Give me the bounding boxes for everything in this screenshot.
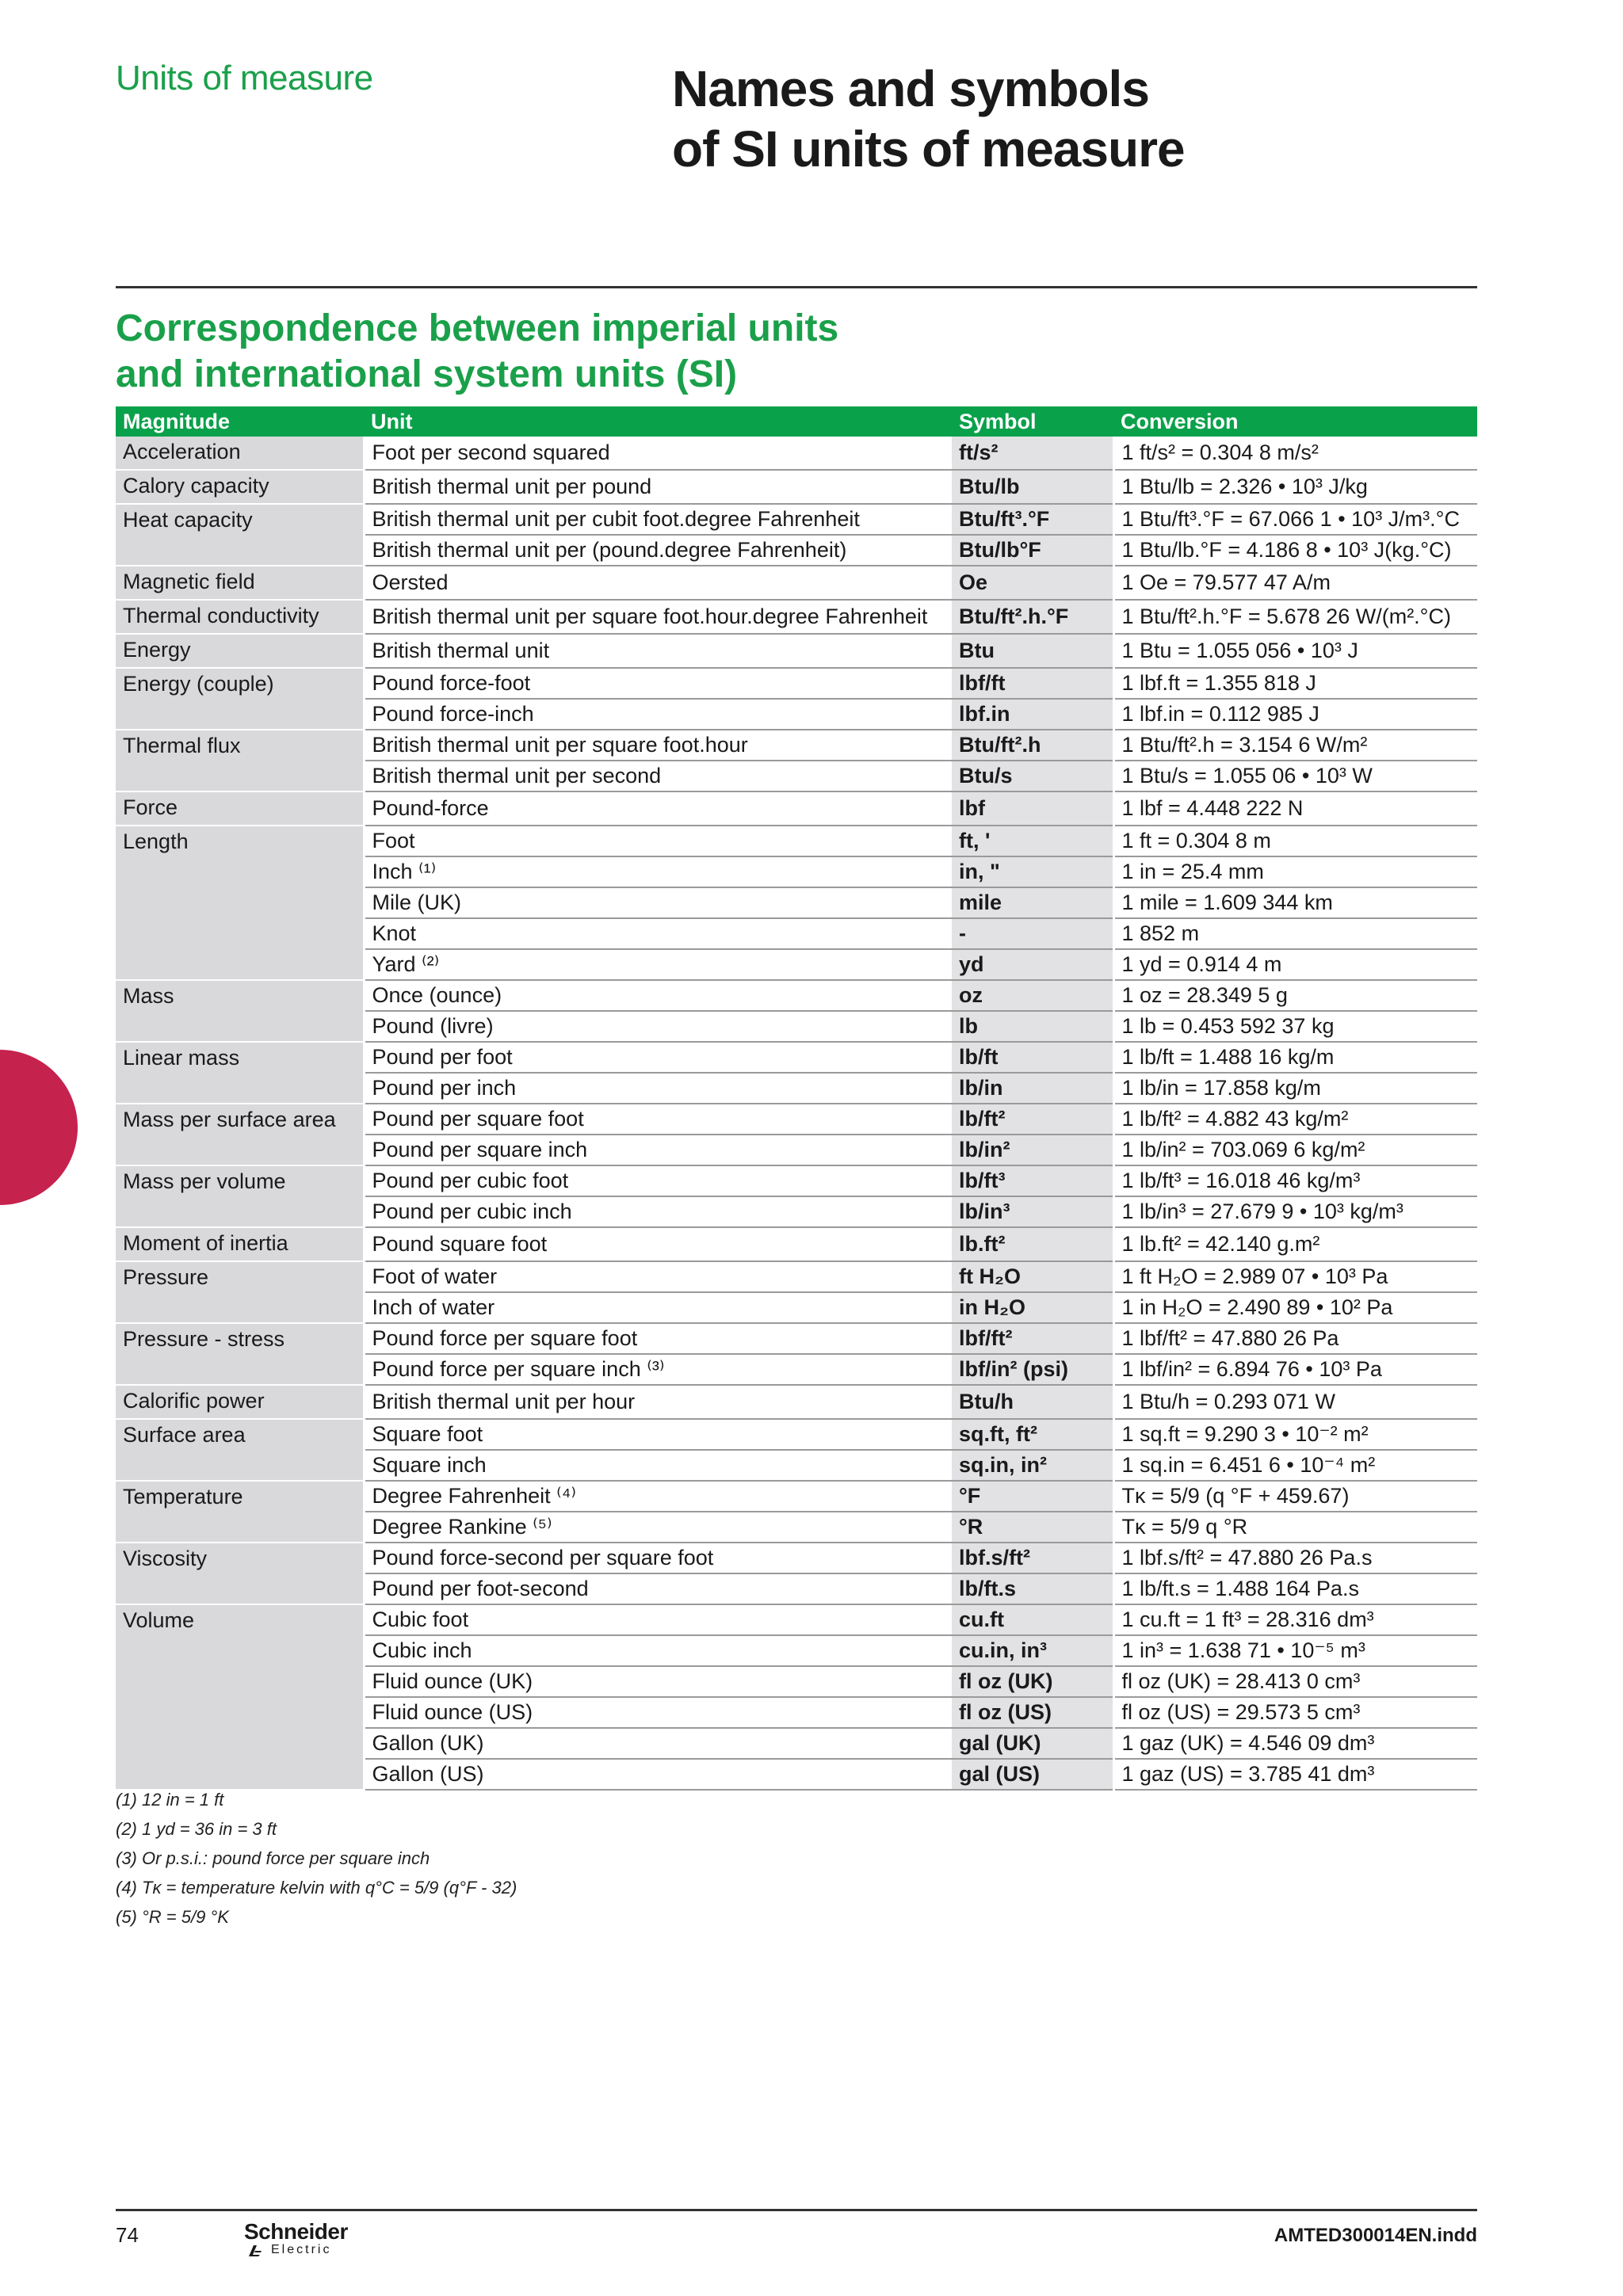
cell-magnitude: Pressure [116,1261,364,1323]
cell-conversion: 1 Btu/ft³.°F = 67.066 1 • 10³ J/m³.°C [1113,504,1477,535]
cell-conversion: 1 lb.ft² = 42.140 g.m² [1113,1227,1477,1261]
cell-conversion: 1 gaz (UK) = 4.546 09 dm³ [1113,1728,1477,1759]
cell-unit: Cubic foot [364,1604,952,1635]
table-row [116,634,1477,668]
cell-conversion: 1 sq.ft = 9.290 3 • 10⁻² m² [1113,1419,1477,1450]
cell-conversion: 1 in = 25.4 mm [1113,856,1477,887]
cell-symbol: lb [952,1011,1113,1042]
table-row [116,980,1477,1011]
cell-conversion: 1 Btu/lb.°F = 4.186 8 • 10³ J(kg.°C) [1113,535,1477,566]
cell-symbol: lb/ft [952,1042,1113,1073]
section-label: Units of measure [116,59,373,97]
cell-symbol: in, " [952,856,1113,887]
cell-symbol: lb.ft² [952,1227,1113,1261]
logo-mark-icon [246,2244,265,2258]
cell-unit: Pound force-foot [364,668,952,699]
table-row [116,1481,1477,1512]
cell-magnitude: Moment of inertia [116,1227,364,1261]
cell-symbol: lb/ft³ [952,1165,1113,1196]
cell-conversion: fl oz (UK) = 28.413 0 cm³ [1113,1666,1477,1697]
table-row [116,730,1477,761]
cell-unit: British thermal unit per (pound.degree Fahrenheit) [364,535,952,566]
cell-conversion: 1 lb/in³ = 27.679 9 • 10³ kg/m³ [1113,1196,1477,1227]
cell-symbol: lb/in [952,1073,1113,1104]
cell-symbol: lb/in³ [952,1196,1113,1227]
cell-symbol: Btu/lb [952,470,1113,504]
table-row [116,1165,1477,1196]
table-row [116,1543,1477,1573]
cell-conversion: 1 in³ = 1.638 71 • 10⁻⁵ m³ [1113,1635,1477,1666]
cell-unit: British thermal unit per hour [364,1385,952,1419]
header-symbol: Symbol [952,406,1113,437]
cell-conversion: 1 Btu/s = 1.055 06 • 10³ W [1113,761,1477,791]
cell-conversion: 1 lbf.in = 0.112 985 J [1113,699,1477,730]
cell-conversion: 1 ft = 0.304 8 m [1113,826,1477,856]
cell-symbol: fl oz (UK) [952,1666,1113,1697]
cell-conversion: 1 lb = 0.453 592 37 kg [1113,1011,1477,1042]
cell-unit: Fluid ounce (US) [364,1697,952,1728]
page-title-line-1: Names and symbols [672,60,1149,117]
table-row [116,566,1477,600]
cell-unit: British thermal unit per cubit foot.degree Fahrenheit [364,504,952,535]
page-title [672,59,1185,179]
cell-symbol: lbf/in² (psi) [952,1354,1113,1385]
page-number: 74 [116,2223,139,2247]
cell-magnitude: Mass per volume [116,1165,364,1227]
cell-unit: British thermal unit per second [364,761,952,791]
cell-symbol: Oe [952,566,1113,600]
header-conversion: Conversion [1113,406,1477,437]
top-divider [116,286,1477,288]
cell-magnitude: Thermal flux [116,730,364,791]
cell-conversion: 1 Oe = 79.577 47 A/m [1113,566,1477,600]
cell-symbol: lbf.in [952,699,1113,730]
cell-magnitude: Mass [116,980,364,1042]
cell-symbol: Btu/ft².h.°F [952,600,1113,634]
cell-conversion: fl oz (US) = 29.573 5 cm³ [1113,1697,1477,1728]
cell-symbol: Btu/lb°F [952,535,1113,566]
table-row [116,504,1477,535]
cell-symbol: lb/ft² [952,1104,1113,1135]
cell-conversion: 1 lbf/in² = 6.894 76 • 10³ Pa [1113,1354,1477,1385]
cell-magnitude: Heat capacity [116,504,364,566]
table-body [116,437,1477,1790]
table-row [116,1104,1477,1135]
cell-unit: British thermal unit per square foot.hour [364,730,952,761]
cell-symbol: Btu [952,634,1113,668]
cell-magnitude: Force [116,791,364,826]
cell-unit: Pound per inch [364,1073,952,1104]
header-magnitude: Magnitude [116,406,364,437]
cell-unit: Foot per second squared [364,437,952,470]
cell-symbol: gal (UK) [952,1728,1113,1759]
cell-conversion: 1 lbf.ft = 1.355 818 J [1113,668,1477,699]
footnote: (5) °R = 5/9 °K [116,1907,229,1927]
table-row [116,1042,1477,1073]
cell-conversion: 1 852 m [1113,918,1477,949]
cell-magnitude: Viscosity [116,1543,364,1604]
logo-wordmark: Schneider [244,2219,348,2244]
cell-symbol: Btu/ft².h [952,730,1113,761]
cell-unit: Foot [364,826,952,856]
cell-conversion: 1 Btu/h = 0.293 071 W [1113,1385,1477,1419]
cell-magnitude: Thermal conductivity [116,600,364,634]
cell-unit: Pound force-second per square foot [364,1543,952,1573]
footnote: (2) 1 yd = 36 in = 3 ft [116,1819,277,1839]
cell-magnitude: Energy [116,634,364,668]
cell-symbol: Btu/ft³.°F [952,504,1113,535]
cell-symbol: gal (US) [952,1759,1113,1790]
table-row [116,791,1477,826]
table-row [116,1323,1477,1354]
cell-magnitude: Surface area [116,1419,364,1481]
cell-magnitude: Magnetic field [116,566,364,600]
table-row [116,1227,1477,1261]
schneider-electric-logo [244,2220,363,2260]
cell-unit: Pound per cubic inch [364,1196,952,1227]
cell-unit: British thermal unit per pound [364,470,952,504]
cell-conversion: 1 lbf.s/ft² = 47.880 26 Pa.s [1113,1543,1477,1573]
cell-symbol: sq.ft, ft² [952,1419,1113,1450]
cell-conversion: 1 lb/ft = 1.488 16 kg/m [1113,1042,1477,1073]
bottom-divider [116,2209,1477,2211]
cell-symbol: oz [952,980,1113,1011]
cell-symbol: Btu/s [952,761,1113,791]
cell-unit: Pound square foot [364,1227,952,1261]
table-row [116,437,1477,470]
cell-symbol: in H₂O [952,1292,1113,1323]
cell-conversion: 1 lbf = 4.448 222 N [1113,791,1477,826]
cell-conversion: 1 mile = 1.609 344 km [1113,887,1477,918]
cell-symbol: ft H₂O [952,1261,1113,1292]
cell-symbol: cu.ft [952,1604,1113,1635]
table-row [116,1604,1477,1635]
cell-symbol: lbf.s/ft² [952,1543,1113,1573]
cell-unit: Inch ⁽¹⁾ [364,856,952,887]
cell-unit: Degree Fahrenheit ⁽⁴⁾ [364,1481,952,1512]
cell-unit: Mile (UK) [364,887,952,918]
subtitle-line-2: and international system units (SI) [116,353,738,395]
cell-magnitude: Calory capacity [116,470,364,504]
cell-magnitude: Linear mass [116,1042,364,1104]
cell-unit: Square foot [364,1419,952,1450]
footnote: (3) Or p.s.i.: pound force per square inch [116,1848,430,1868]
cell-unit: Pound per square foot [364,1104,952,1135]
cell-magnitude: Mass per surface area [116,1104,364,1165]
cell-symbol: cu.in, in³ [952,1635,1113,1666]
cell-conversion: 1 ft/s² = 0.304 8 m/s² [1113,437,1477,470]
footnote: (1) 12 in = 1 ft [116,1790,224,1810]
logo-subtext: Electric [271,2243,332,2256]
cell-unit: Pound force per square foot [364,1323,952,1354]
cell-conversion: 1 Btu/lb = 2.326 • 10³ J/kg [1113,470,1477,504]
cell-unit: Foot of water [364,1261,952,1292]
cell-symbol: °F [952,1481,1113,1512]
cell-conversion: 1 oz = 28.349 5 g [1113,980,1477,1011]
cell-magnitude: Acceleration [116,437,364,470]
cell-symbol: °R [952,1512,1113,1543]
cell-unit: Oersted [364,566,952,600]
cell-conversion: 1 lb/ft.s = 1.488 164 Pa.s [1113,1573,1477,1604]
cell-conversion: 1 Btu/ft².h.°F = 5.678 26 W/(m².°C) [1113,600,1477,634]
cell-symbol: fl oz (US) [952,1697,1113,1728]
cell-conversion: 1 cu.ft = 1 ft³ = 28.316 dm³ [1113,1604,1477,1635]
table-row [116,1261,1477,1292]
cell-symbol: lbf [952,791,1113,826]
cell-magnitude: Calorific power [116,1385,364,1419]
cell-symbol: lbf/ft [952,668,1113,699]
cell-unit: Pound per square inch [364,1135,952,1165]
cell-symbol: lb/ft.s [952,1573,1113,1604]
cell-unit: Inch of water [364,1292,952,1323]
cell-unit: Pound per foot-second [364,1573,952,1604]
cell-unit: Gallon (US) [364,1759,952,1790]
cell-conversion: 1 in H₂O = 2.490 89 • 10² Pa [1113,1292,1477,1323]
table-row [116,470,1477,504]
table-row [116,600,1477,634]
cell-unit: Pound per cubic foot [364,1165,952,1196]
conversion-table [116,406,1477,1791]
cell-unit: Cubic inch [364,1635,952,1666]
table-row [116,1385,1477,1419]
cell-conversion: Tᴋ = 5/9 (q °F + 459.67) [1113,1481,1477,1512]
cell-unit: Gallon (UK) [364,1728,952,1759]
table-row [116,826,1477,856]
cell-unit: Square inch [364,1450,952,1481]
cell-symbol: sq.in, in² [952,1450,1113,1481]
cell-unit: Pound force-inch [364,699,952,730]
cell-unit: Pound-force [364,791,952,826]
cell-conversion: 1 Btu = 1.055 056 • 10³ J [1113,634,1477,668]
cell-symbol: - [952,918,1113,949]
file-name: AMTED300014EN.indd [1274,2225,1477,2246]
cell-conversion: 1 yd = 0.914 4 m [1113,949,1477,980]
cell-magnitude: Pressure - stress [116,1323,364,1385]
cell-symbol: ft/s² [952,437,1113,470]
cell-conversion: Tᴋ = 5/9 q °R [1113,1512,1477,1543]
footnotes [116,1785,517,1932]
cell-magnitude: Length [116,826,364,980]
cell-unit: Degree Rankine ⁽⁵⁾ [364,1512,952,1543]
table-row [116,1419,1477,1450]
cell-unit: Yard ⁽²⁾ [364,949,952,980]
section-tab-marker [0,1050,78,1205]
cell-unit: Fluid ounce (UK) [364,1666,952,1697]
cell-magnitude: Temperature [116,1481,364,1543]
cell-symbol: mile [952,887,1113,918]
cell-unit: British thermal unit [364,634,952,668]
cell-conversion: 1 lb/in = 17.858 kg/m [1113,1073,1477,1104]
cell-conversion: 1 lb/ft³ = 16.018 46 kg/m³ [1113,1165,1477,1196]
cell-conversion: 1 Btu/ft².h = 3.154 6 W/m² [1113,730,1477,761]
cell-unit: British thermal unit per square foot.hour.degree Fahrenheit [364,600,952,634]
cell-unit: Pound force per square inch ⁽³⁾ [364,1354,952,1385]
cell-symbol: lbf/ft² [952,1323,1113,1354]
cell-conversion: 1 sq.in = 6.451 6 • 10⁻⁴ m² [1113,1450,1477,1481]
header-unit: Unit [364,406,952,437]
cell-symbol: Btu/h [952,1385,1113,1419]
table-row [116,668,1477,699]
cell-unit: Once (ounce) [364,980,952,1011]
cell-magnitude: Energy (couple) [116,668,364,730]
table-header-row [116,406,1477,437]
page-title-line-2: of SI units of measure [672,120,1185,177]
cell-unit: Pound per foot [364,1042,952,1073]
cell-conversion: 1 lb/ft² = 4.882 43 kg/m² [1113,1104,1477,1135]
subtitle-line-1: Correspondence between imperial units [116,307,839,349]
cell-symbol: yd [952,949,1113,980]
cell-magnitude: Volume [116,1604,364,1790]
section-subtitle [116,306,838,398]
cell-conversion: 1 lb/in² = 703.069 6 kg/m² [1113,1135,1477,1165]
cell-unit: Pound (livre) [364,1011,952,1042]
footnote: (4) Tᴋ = temperature kelvin with q°C = 5/9 (q°F - 32) [116,1878,517,1897]
cell-conversion: 1 lbf/ft² = 47.880 26 Pa [1113,1323,1477,1354]
cell-unit: Knot [364,918,952,949]
cell-symbol: lb/in² [952,1135,1113,1165]
cell-conversion: 1 gaz (US) = 3.785 41 dm³ [1113,1759,1477,1790]
cell-symbol: ft, ' [952,826,1113,856]
cell-conversion: 1 ft H₂O = 2.989 07 • 10³ Pa [1113,1261,1477,1292]
